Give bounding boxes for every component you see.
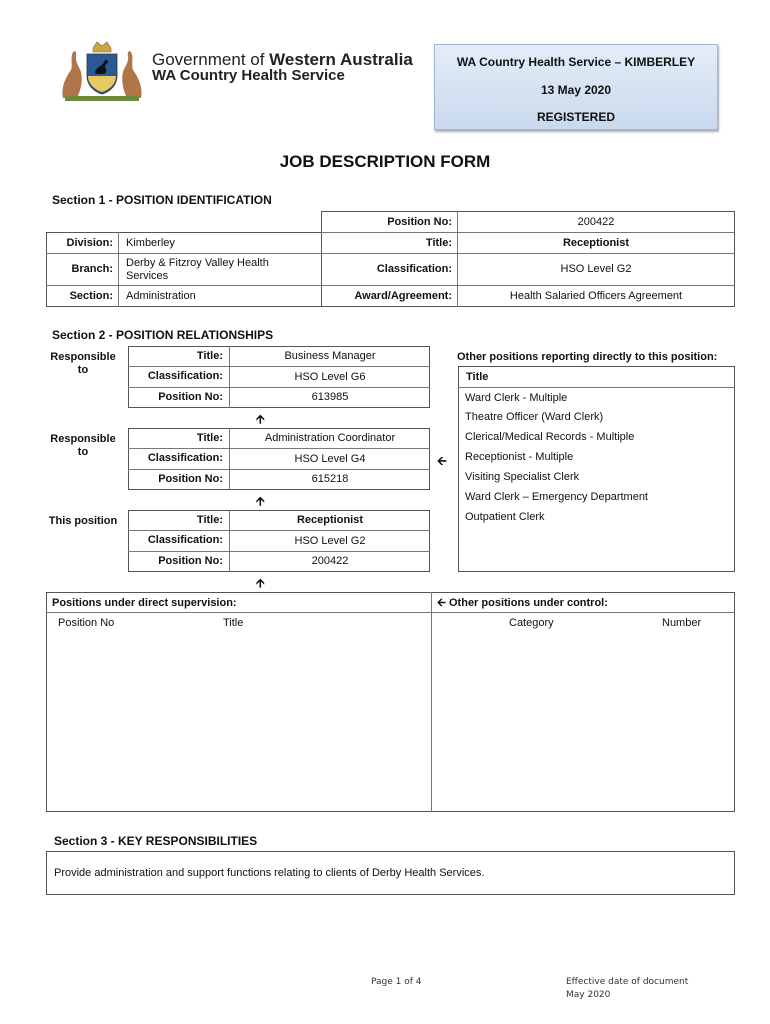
- other-position-item: Visiting Specialist Clerk: [465, 471, 580, 483]
- classification-label: Classification:: [376, 263, 452, 275]
- other-positions-title-header: Title: [466, 371, 489, 383]
- box2-title: Administration Coordinator: [264, 432, 396, 444]
- direct-supervision-heading: Positions under direct supervision:: [52, 597, 237, 609]
- other-position-item: Clerical/Medical Records - Multiple: [465, 431, 635, 443]
- box1-position-no: 613985: [311, 391, 349, 403]
- responsible-to-label-2: Responsible to: [50, 433, 116, 458]
- other-control-heading: 🡨 Other positions under control:: [437, 597, 608, 609]
- box2-classification: HSO Level G4: [294, 453, 366, 465]
- division-label: Division:: [66, 237, 113, 249]
- box1-classification-label: Classification:: [147, 370, 223, 382]
- section-label: Section:: [69, 290, 113, 302]
- box1-classification: HSO Level G6: [294, 371, 366, 383]
- page-number: Page 1 of 4: [371, 977, 422, 987]
- stamp-line-1: WA Country Health Service – KIMBERLEY: [456, 55, 696, 69]
- other-position-item: Ward Clerk - Multiple: [465, 392, 568, 404]
- box2-title-label: Title:: [196, 432, 223, 444]
- box2-position-no-label: Position No:: [158, 473, 223, 485]
- section-value: Administration: [126, 290, 196, 302]
- agency-name: WA Country Health Service: [152, 67, 345, 84]
- other-positions-heading: Other positions reporting directly to this position:: [457, 351, 718, 363]
- section2-heading: Section 2 - POSITION RELATIONSHIPS: [52, 328, 274, 342]
- section3-heading: Section 3 - KEY RESPONSIBILITIES: [54, 834, 258, 848]
- registered-stamp: [434, 44, 718, 130]
- other-position-item: Outpatient Clerk: [465, 511, 545, 523]
- box2-classification-label: Classification:: [147, 452, 223, 464]
- arrow-left-icon: 🡨: [437, 454, 447, 468]
- arrow-up-icon: 🡩: [256, 494, 265, 508]
- supervision-table: [46, 592, 735, 812]
- box1-title: Business Manager: [284, 350, 376, 362]
- this-position-label: This position: [48, 515, 118, 527]
- branch-value: Derby & Fitzroy Valley Health Services: [126, 257, 269, 282]
- box3-title: Receptionist: [296, 514, 363, 526]
- arrow-left-icon: 🡨: [437, 597, 446, 609]
- effective-date-label: Effective date of document: [566, 977, 689, 987]
- col-position-no: Position No: [58, 617, 115, 629]
- box3-position-no-label: Position No:: [158, 555, 223, 567]
- box1-position-no-label: Position No:: [158, 391, 223, 403]
- document-title: JOB DESCRIPTION FORM: [279, 152, 491, 171]
- government-name: Government of Western Australia: [152, 50, 413, 69]
- stamp-status: REGISTERED: [536, 110, 615, 124]
- title-value: Receptionist: [562, 237, 629, 249]
- classification-value: HSO Level G2: [560, 263, 632, 275]
- box3-title-label: Title:: [196, 514, 223, 526]
- title-label: Title:: [425, 237, 452, 249]
- branch-label: Branch:: [71, 263, 113, 275]
- box1-title-label: Title:: [196, 350, 223, 362]
- key-responsibilities-text: Provide administration and support functions relating to clients of Derby Health Services.: [54, 867, 485, 879]
- box3-position-no: 200422: [311, 555, 349, 567]
- position-no-label: Position No:: [387, 216, 452, 228]
- award-label: Award/Agreement:: [354, 290, 452, 302]
- stamp-date: 13 May 2020: [540, 83, 612, 97]
- box3-classification-label: Classification:: [147, 534, 223, 546]
- arrow-up-icon: 🡩: [256, 576, 265, 590]
- box3-classification: HSO Level G2: [294, 535, 366, 547]
- section1-heading: Section 1 - POSITION IDENTIFICATION: [52, 193, 272, 207]
- col-category: Category: [509, 617, 554, 629]
- award-value: Health Salaried Officers Agreement: [509, 290, 683, 302]
- col-number: Number: [662, 617, 702, 629]
- division-value: Kimberley: [126, 237, 175, 249]
- responsible-to-label-1: Responsible to: [50, 351, 116, 376]
- other-position-item: Receptionist - Multiple: [465, 451, 574, 463]
- col-title: Title: [223, 617, 244, 629]
- box2-position-no: 615218: [311, 473, 349, 485]
- effective-date: May 2020: [566, 990, 611, 1000]
- arrow-up-icon: 🡩: [256, 412, 265, 426]
- other-position-item: Theatre Officer (Ward Clerk): [465, 411, 604, 423]
- position-no-value: 200422: [577, 216, 615, 228]
- wa-government-crest-logo: [57, 40, 147, 102]
- other-position-item: Ward Clerk – Emergency Department: [465, 491, 648, 503]
